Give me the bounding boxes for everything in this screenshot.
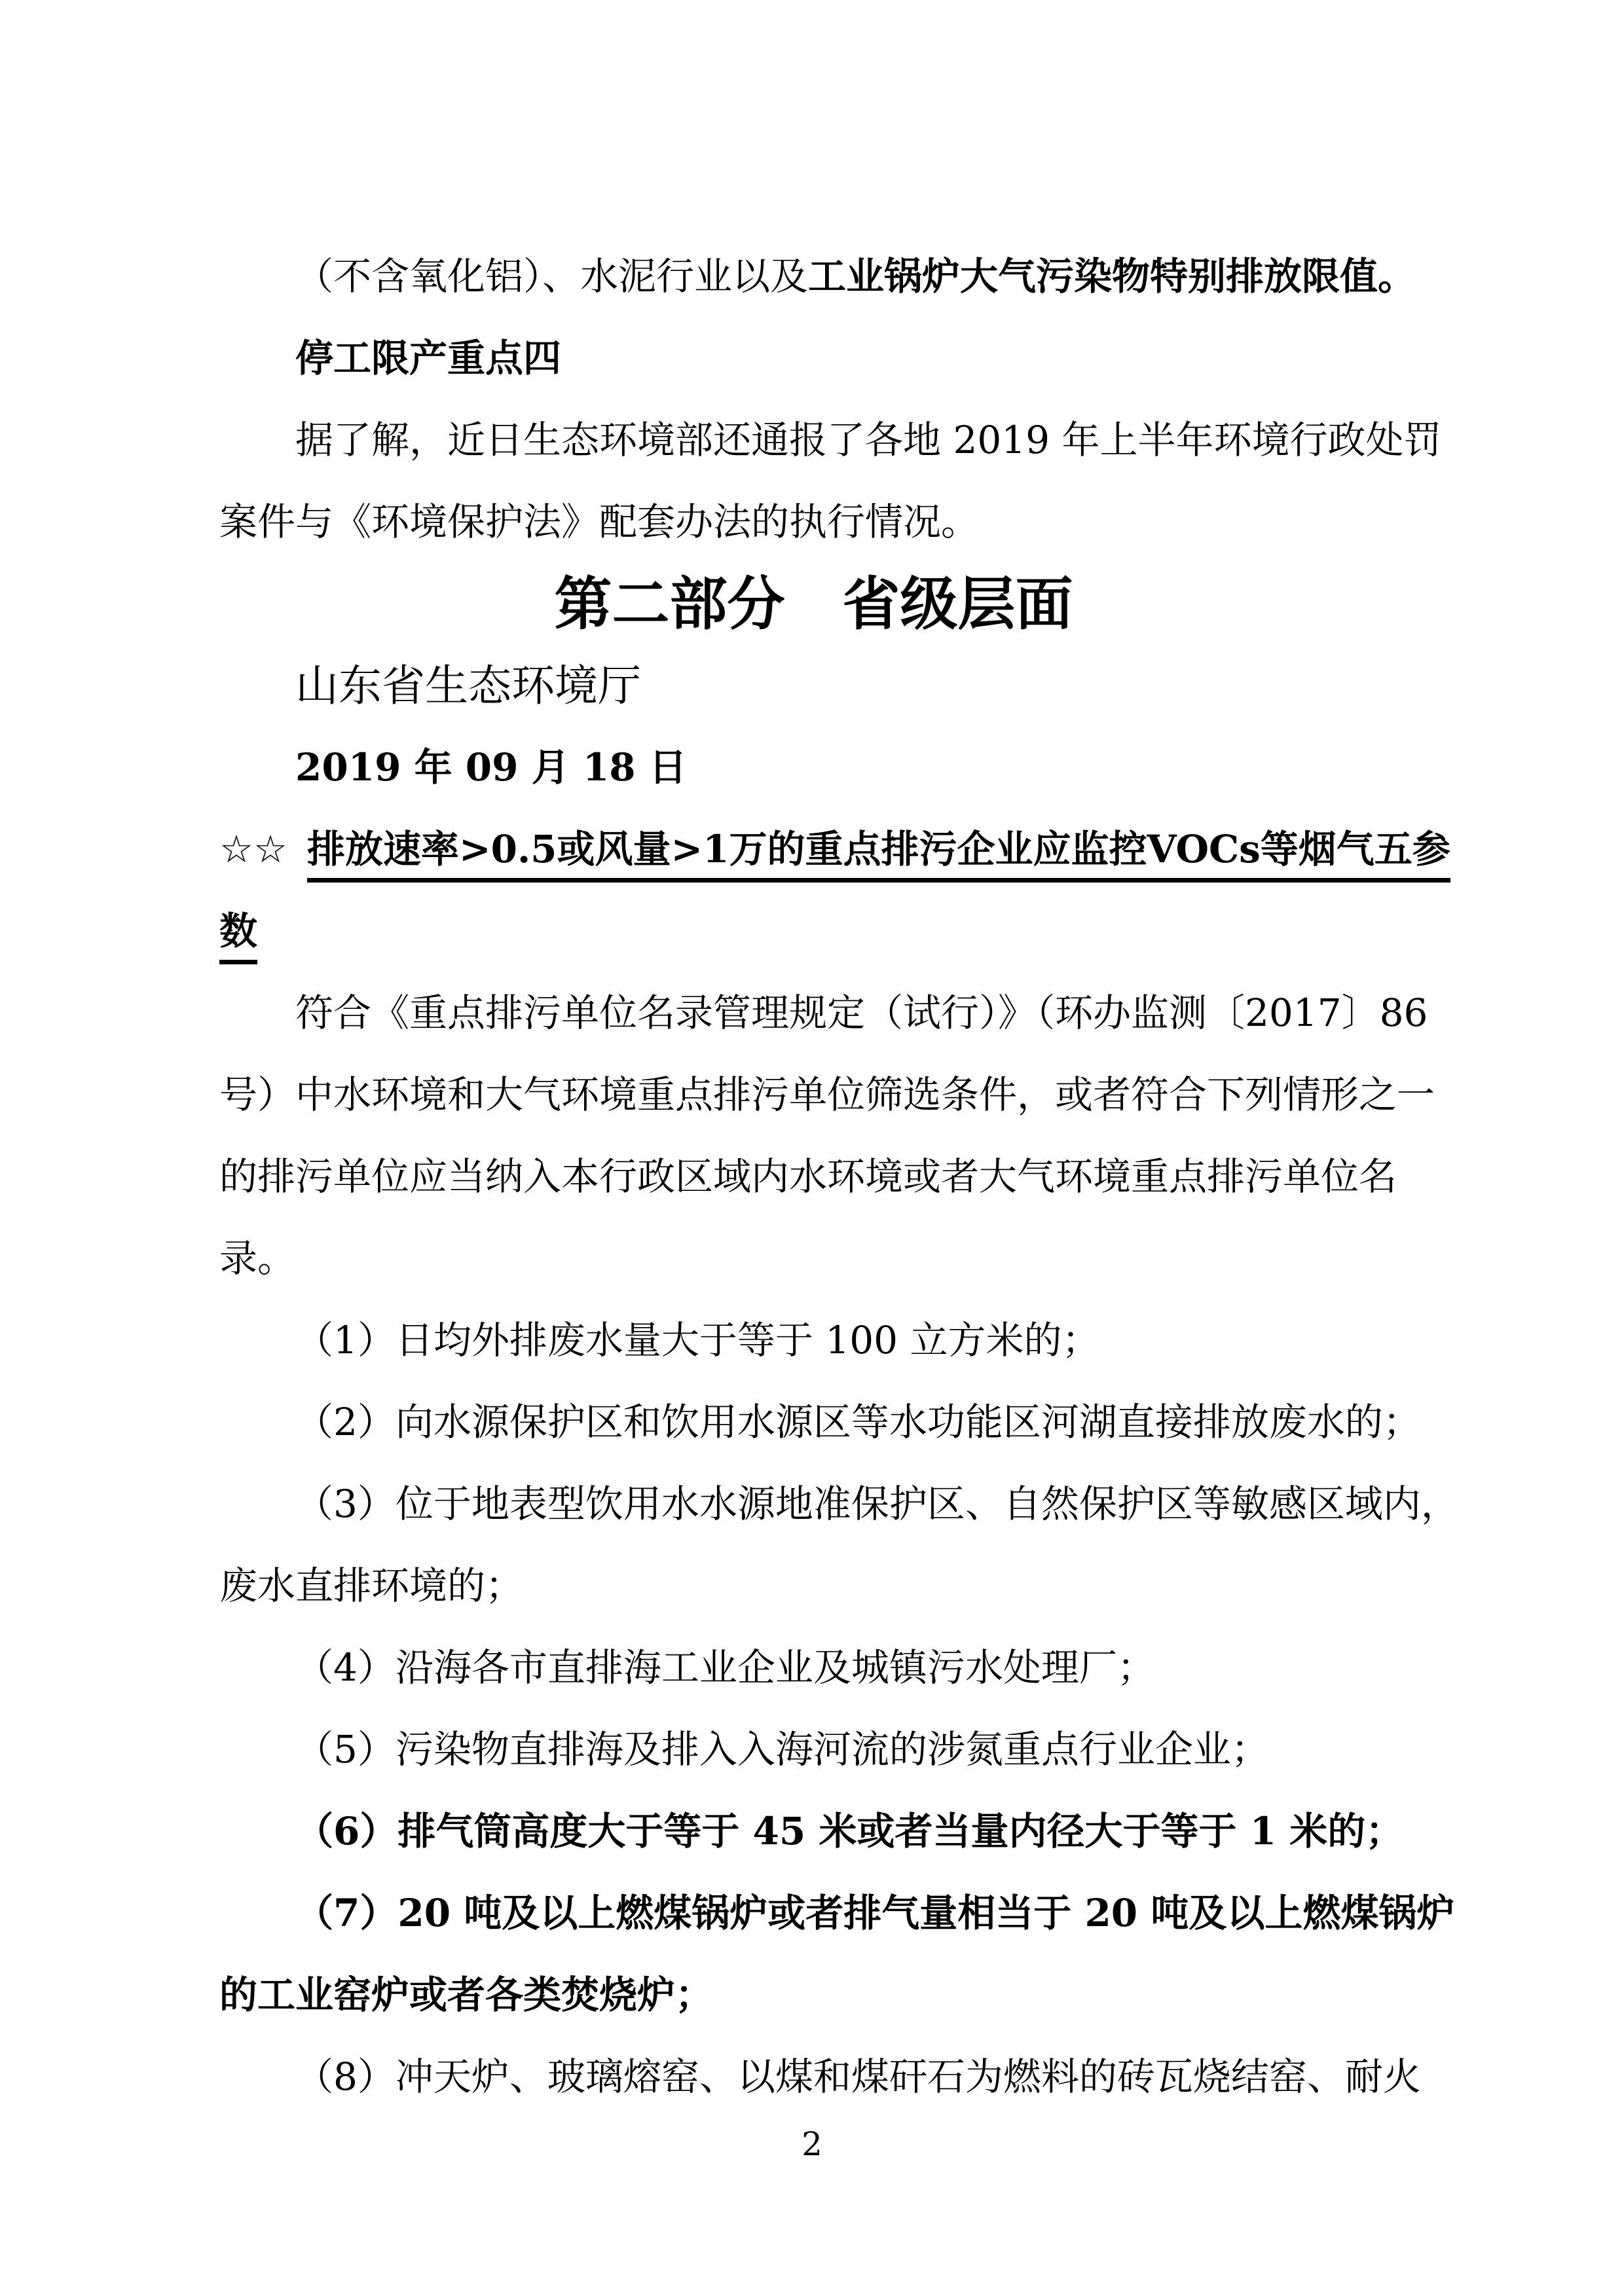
star-heading-text-2: 数 [219, 909, 257, 964]
paragraph-line: 据了解，近日生态环境部还通报了各地 2019 年上半年环境行政处罚 [295, 418, 1442, 462]
para1-bold-text: 工业锅炉大气污染物特别排放限值。 [808, 254, 1416, 299]
list-item-5: （5）污染物直排海及排入入海河流的涉氮重点行业企业； [295, 1727, 1269, 1772]
paragraph-line: 录。 [219, 1236, 296, 1281]
list-item-3: （3）位于地表型饮用水水源地准保护区、自然保护区等敏感区域内， [295, 1482, 1459, 1526]
star-heading-line2 [219, 890, 1408, 972]
list-item-7-continuation: 的工业窑炉或者各类焚烧炉； [219, 1973, 714, 2017]
list-item-8: （8）冲天炉、玻璃熔窑、以煤和煤矸石为燃料的砖瓦烧结窑、耐火 [295, 2054, 1421, 2099]
publish-date: 2019 年 09 月 18 日 [295, 745, 687, 790]
agency-name: 山东省生态环境厅 [295, 661, 641, 711]
star-icon: ☆☆ [219, 827, 287, 871]
star-heading-text-1: 排放速率>0.5或风量>1万的重点排污企业应监控VOCs等烟气五参 [307, 827, 1450, 883]
list-item-4: （4）沿海各市直排海工业企业及城镇污水处理厂； [295, 1645, 1155, 1690]
list-item-6: （6）排气筒高度大于等于 45 米或者当量内径大于等于 1 米的； [295, 1809, 1404, 1853]
continued-paragraph-line [219, 236, 1416, 318]
subheading-stop-work: 停工限产重点四 [295, 336, 562, 380]
paragraph-line: 号）中水环境和大气环境重点排污单位筛选条件，或者符合下列情形之一 [219, 1072, 1435, 1117]
paragraph-line: 的排污单位应当纳入本行政区域内水环境或者大气环境重点排污单位名 [219, 1154, 1397, 1199]
section-title: 第二部分 省级层面 [554, 570, 1073, 638]
list-item-1: （1）日均外排废水量大于等于 100 立方米的； [295, 1318, 1100, 1362]
paragraph-line: 案件与《环境保护法》配套办法的执行情况。 [219, 500, 980, 544]
list-item-7: （7）20 吨及以上燃煤锅炉或者排气量相当于 20 吨及以上燃煤锅炉 [295, 1891, 1455, 1935]
paragraph-line: 符合《重点排污单位名录管理规定（试行）》（环办监测〔2017〕86 [295, 991, 1428, 1035]
list-item-3-continuation: 废水直排环境的； [219, 1563, 524, 1608]
list-item-2: （2）向水源保护区和饮用水源区等水功能区河湖直接排放废水的； [295, 1400, 1421, 1444]
page-number: 2 [802, 2125, 822, 2163]
para1-regular-text: （不含氧化铝）、水泥行业以及 [295, 254, 809, 299]
star-heading-line1 [219, 809, 1450, 890]
